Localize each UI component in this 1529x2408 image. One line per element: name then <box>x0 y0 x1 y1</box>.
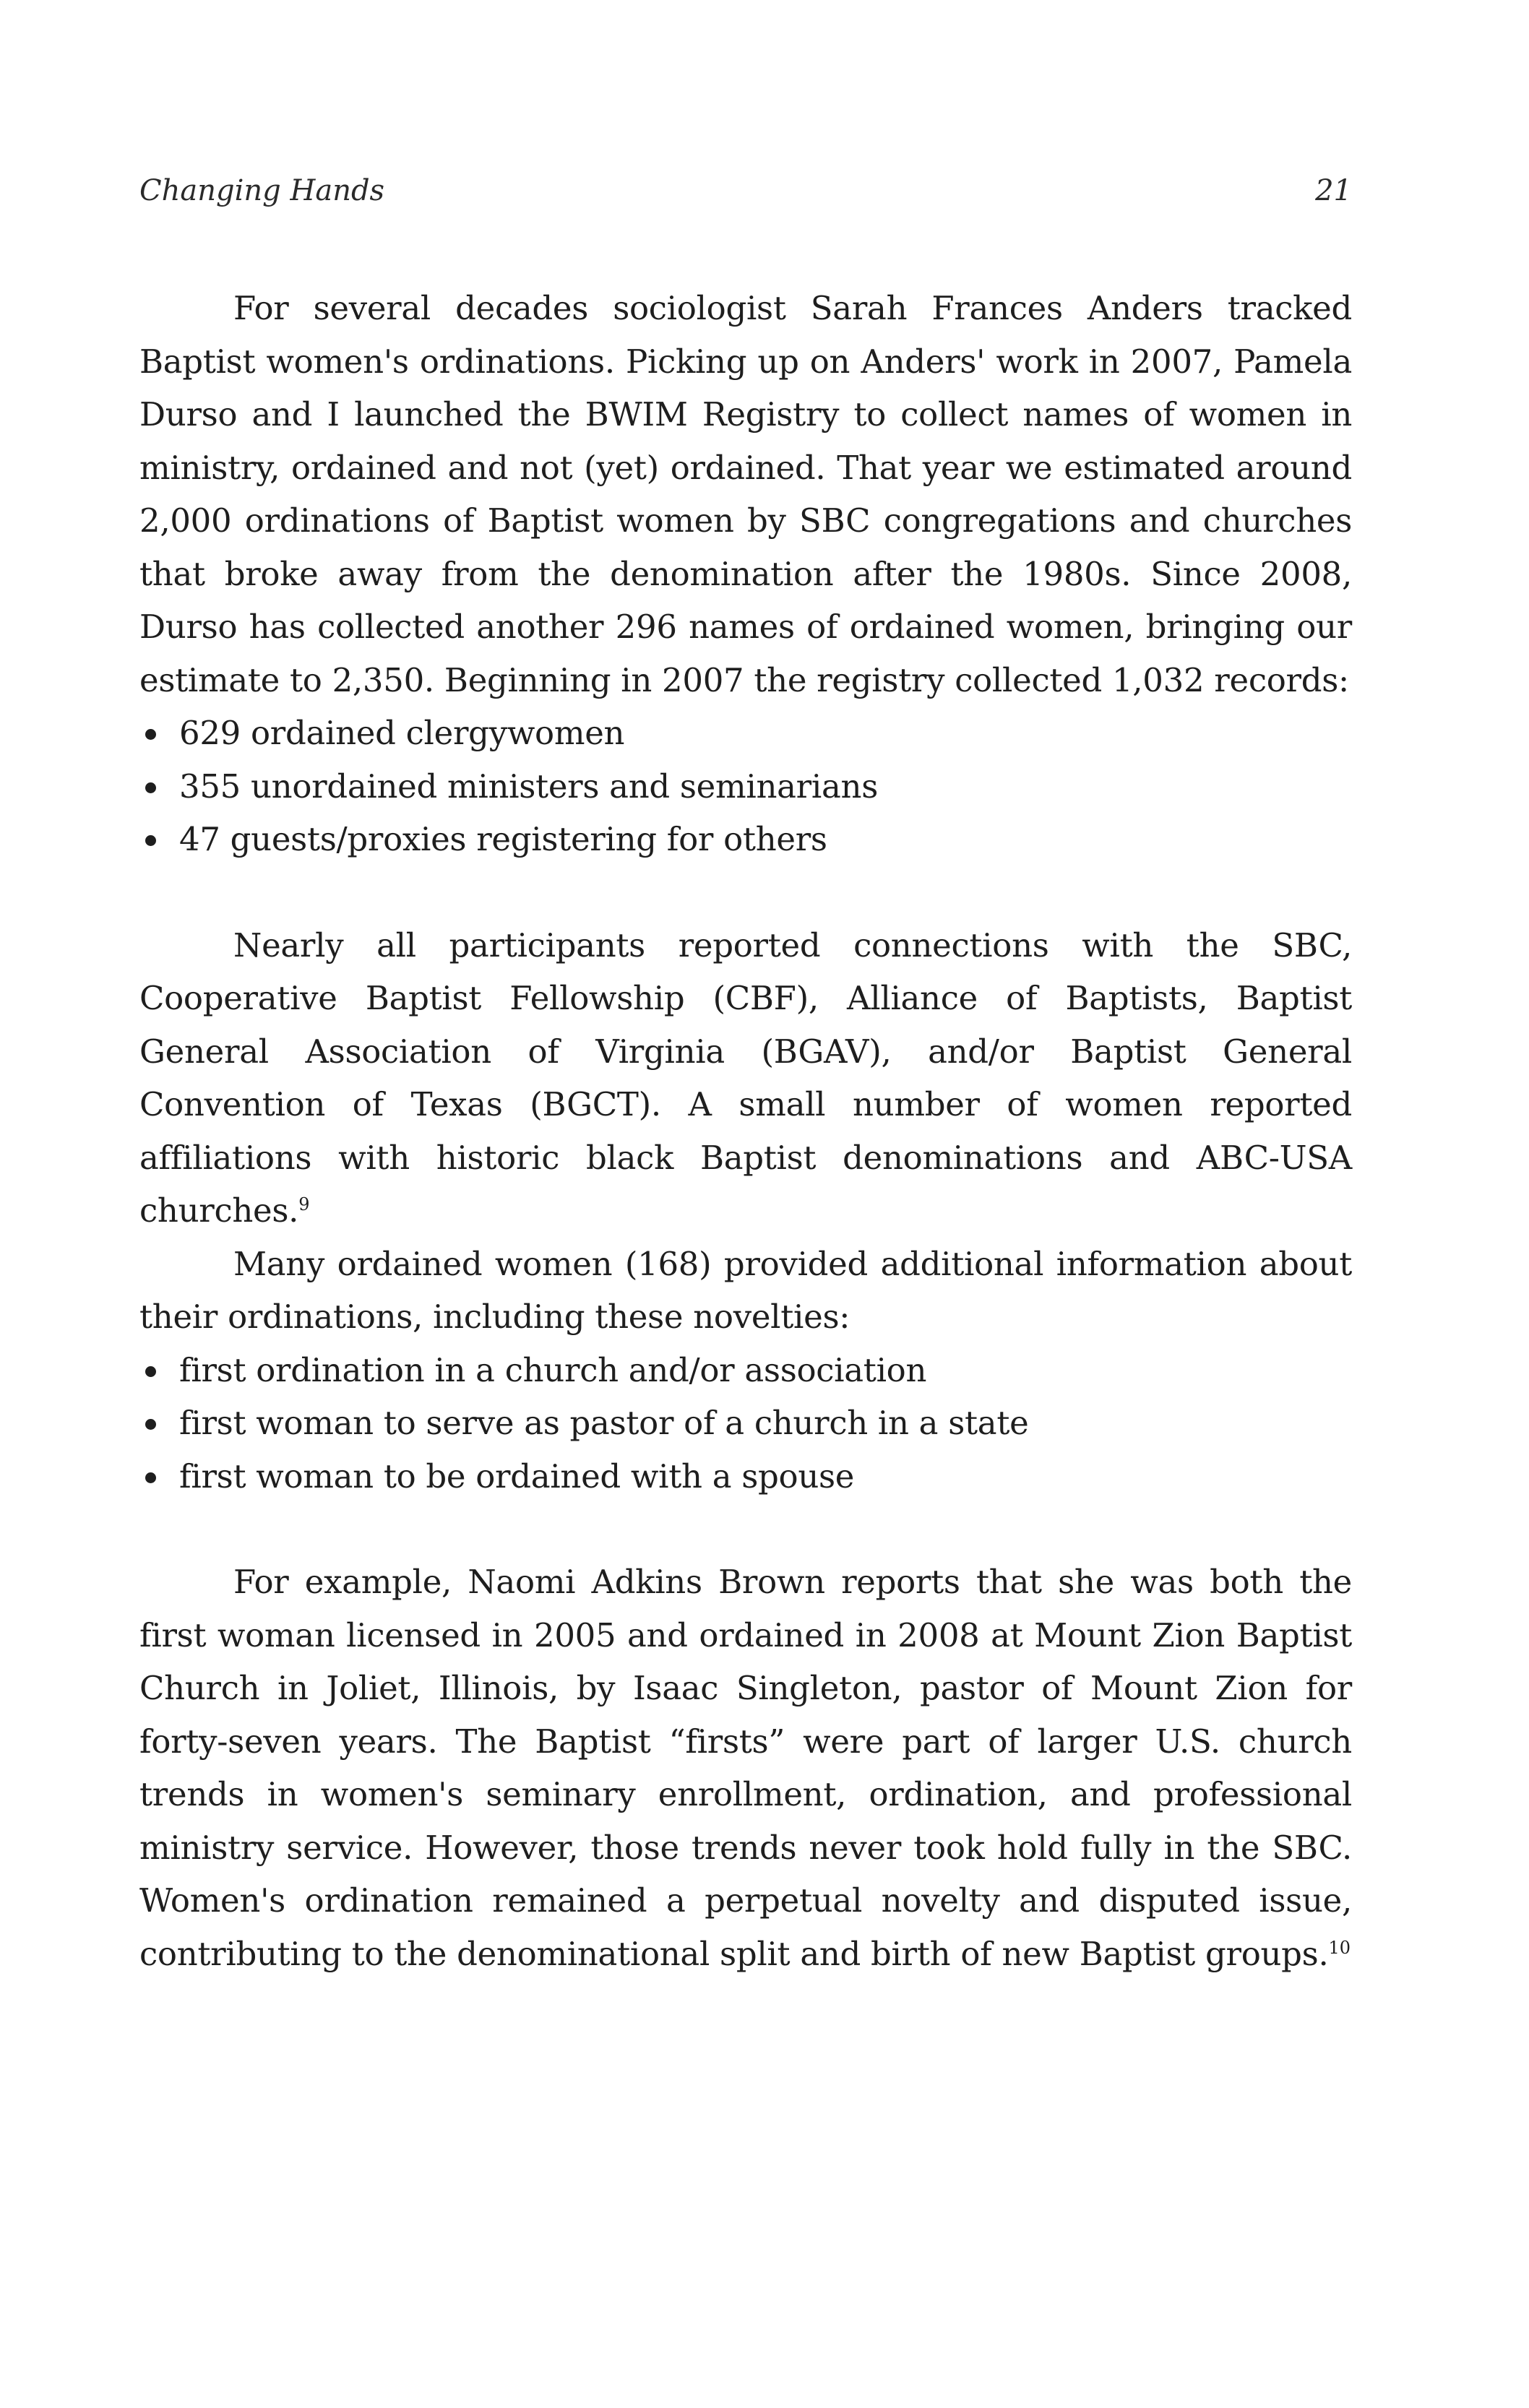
records-list <box>139 707 1352 866</box>
running-head <box>139 173 1352 208</box>
novelties-list <box>139 1344 1352 1503</box>
list-item: first woman to be ordained with a spouse <box>139 1450 1352 1503</box>
chapter-title: Changing Hands <box>139 174 385 207</box>
paragraph-example-text: For example, Naomi Adkins Brown reports that she was both the first woman licensed in 2005 and ordained in 2008 at Mount Zion Baptist Church in Joliet, Illinois, by Isaac Singleton, pastor of Mount Zion for forty-seven years. The Baptist “firsts” were part of larger U.S. church trends in women's seminary enrollment, ordination, and professional ministry service. However, those trends never took hold fully in the SBC. Women's ordination remained a perpetual novelty and disputed issue, contributing to the denominational split and birth of new Baptist groups. <box>139 1563 1352 1973</box>
page-number: 21 <box>1315 174 1352 207</box>
paragraph-affiliations-text: Nearly all participants reported connections with the SBC, Cooperative Baptist Fellowship (CBF), Alliance of Baptists, Baptist General Association of Virginia (BGAV), and/or Baptist General Convention of Texas (BGCT). A small number of women reported affiliations with historic black Baptist denominations and ABC-USA churches. <box>139 925 1352 1230</box>
list-item: 47 guests/proxies registering for others <box>139 813 1352 866</box>
book-page <box>139 173 1352 1980</box>
list-item: first ordination in a church and/or association <box>139 1344 1352 1397</box>
footnote-marker: 9 <box>298 1194 310 1214</box>
paragraph-example <box>139 1555 1352 1980</box>
footnote-marker: 10 <box>1328 1937 1351 1958</box>
paragraph-novelties-intro: Many ordained women (168) provided additional information about their ordinations, including these novelties: <box>139 1244 1352 1336</box>
paragraph-registry-intro: For several decades sociologist Sarah Frances Anders tracked Baptist women's ordinations. Picking up on Anders' work in 2007, Pamela Durso and I launched the BWIM Registry to collect names of women in ministry, ordained and not (yet) ordained. That year we estimated around 2,000 ordinations of Baptist women by SBC congregations and churches that broke away from the denomination after the 1980s. Since 2008, Durso has collected another 296 names of ordained women, bringing our estimate to 2,350. Beginning in 2007 the registry collected 1,032 records: <box>139 289 1352 699</box>
list-item: 355 unordained ministers and seminarians <box>139 760 1352 814</box>
list-item: 629 ordained clergywomen <box>139 707 1352 760</box>
paragraph-affiliations <box>139 919 1352 1238</box>
list-item: first woman to serve as pastor of a church in a state <box>139 1397 1352 1450</box>
